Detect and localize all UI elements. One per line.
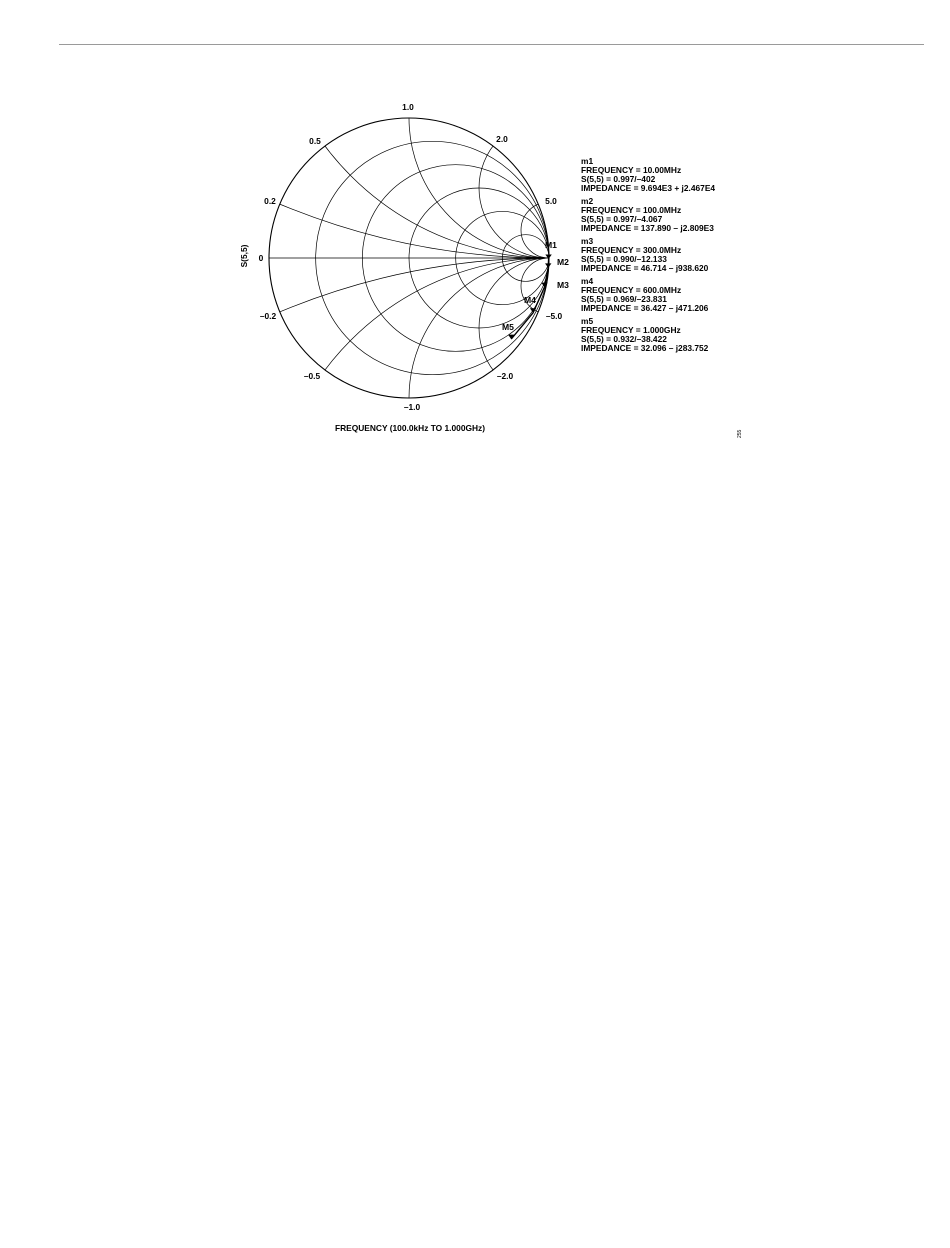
legend-frequency: FREQUENCY = 600.0MHz bbox=[581, 285, 682, 295]
legend-frequency: FREQUENCY = 100.0MHz bbox=[581, 205, 682, 215]
legend-id: m5 bbox=[581, 316, 594, 326]
tick-label-xn0.2: –0.2 bbox=[259, 311, 277, 321]
legend-s-param: S(5,5) = 0.969/–23.831 bbox=[581, 294, 667, 304]
legend-frequency: FREQUENCY = 10.00MHz bbox=[581, 165, 682, 175]
legend-s-param: S(5,5) = 0.932/–38.422 bbox=[581, 334, 667, 344]
reactance-arc-0.2 bbox=[0, 0, 950, 258]
tick-label-xn5.0: –5.0 bbox=[545, 311, 563, 321]
legend-s-param: S(5,5) = 0.997/–402 bbox=[581, 174, 656, 184]
legend-impedance: IMPEDANCE = 46.714 – j938.620 bbox=[581, 263, 709, 273]
marker-legend bbox=[581, 157, 781, 357]
legend-s-param: S(5,5) = 0.990/–12.133 bbox=[581, 254, 667, 264]
legend-entry-m2 bbox=[581, 197, 781, 233]
tick-label-xn2.0: –2.0 bbox=[496, 371, 514, 381]
tick-label-xn0.5: –0.5 bbox=[303, 371, 321, 381]
figure-id: 255 bbox=[737, 429, 743, 438]
marker-label-m2: M2 bbox=[557, 257, 569, 267]
tick-label-xn1.0: –1.0 bbox=[403, 402, 421, 412]
y-axis-label: S(5,5) bbox=[239, 244, 249, 268]
legend-impedance: IMPEDANCE = 32.096 – j283.752 bbox=[581, 343, 709, 353]
legend-entry-m4 bbox=[581, 277, 781, 313]
legend-entry-m3 bbox=[581, 237, 781, 273]
legend-entry-m5 bbox=[581, 317, 781, 353]
marker-label-m1: M1 bbox=[545, 240, 557, 250]
marker-label-m4: M4 bbox=[524, 295, 536, 305]
tick-label-x5.0: 5.0 bbox=[545, 196, 557, 206]
tick-label-x1.0: 1.0 bbox=[402, 102, 414, 112]
legend-impedance: IMPEDANCE = 137.890 – j2.809E3 bbox=[581, 223, 714, 233]
tick-label-zero: 0 bbox=[258, 253, 264, 263]
legend-id: m1 bbox=[581, 156, 594, 166]
legend-id: m3 bbox=[581, 236, 594, 246]
marker-point-m2 bbox=[545, 263, 551, 268]
legend-id: m4 bbox=[581, 276, 594, 286]
legend-s-param: S(5,5) = 0.997/–4.067 bbox=[581, 214, 663, 224]
reactance-arcs bbox=[0, 0, 950, 460]
tick-label-x2.0: 2.0 bbox=[496, 134, 508, 144]
smith-grid bbox=[0, 0, 950, 460]
marker-label-m3: M3 bbox=[557, 280, 569, 290]
legend-frequency: FREQUENCY = 300.0MHz bbox=[581, 245, 682, 255]
x-axis-label: FREQUENCY (100.0kHz TO 1.000GHz) bbox=[334, 423, 486, 433]
legend-id: m2 bbox=[581, 196, 594, 206]
tick-label-x0.5: 0.5 bbox=[309, 136, 321, 146]
smith-chart bbox=[0, 0, 950, 460]
marker-label-m5: M5 bbox=[502, 322, 514, 332]
legend-frequency: FREQUENCY = 1.000GHz bbox=[581, 325, 681, 335]
legend-impedance: IMPEDANCE = 36.427 – j471.206 bbox=[581, 303, 709, 313]
legend-entry-m1 bbox=[581, 157, 781, 193]
tick-label-x0.2: 0.2 bbox=[264, 196, 276, 206]
legend-impedance: IMPEDANCE = 9.694E3 + j2.467E4 bbox=[581, 183, 716, 193]
